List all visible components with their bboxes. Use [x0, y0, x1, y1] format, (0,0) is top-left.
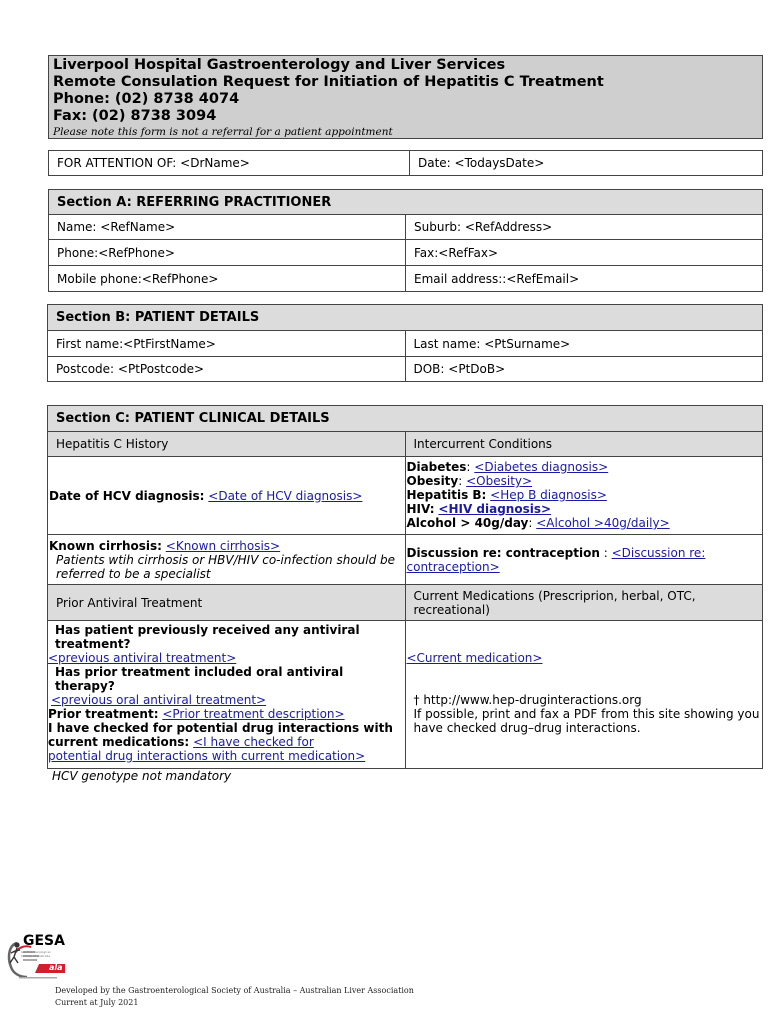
previous-treatment-link[interactable]: <previous antiviral treatment>: [48, 651, 237, 665]
ref-name-field[interactable]: Name: <RefName>: [49, 215, 406, 240]
fax-number: Fax: (02) 8738 3094: [53, 108, 217, 124]
section-b-title: Section B: PATIENT DETAILS: [48, 305, 763, 331]
obesity-label: Obesity: [406, 474, 459, 488]
oral-therapy-link[interactable]: <previous oral antiviral treatment>: [51, 693, 267, 707]
hepb-link[interactable]: <Hep B diagnosis>: [490, 488, 607, 502]
pt-first-name-field[interactable]: First name:<PtFirstName>: [48, 331, 406, 357]
prior-treatment-label: Prior treatment:: [48, 707, 159, 721]
footer: [55, 985, 414, 1009]
logo-badge: ala: [49, 963, 63, 972]
obesity-link[interactable]: <Obesity>: [466, 474, 533, 488]
date-field[interactable]: Date: <TodaysDate>: [410, 151, 763, 176]
section-a-table: [48, 189, 763, 292]
drug-check-link[interactable]: <I have checked for: [193, 735, 314, 749]
prior-treatment-cell: [48, 621, 406, 769]
diabetes-label: Diabetes: [406, 460, 467, 474]
hcv-diagnosis-label: Date of HCV diagnosis:: [49, 488, 205, 503]
ref-phone-field[interactable]: Phone:<RefPhone>: [49, 240, 406, 266]
diabetes-link[interactable]: <Diabetes diagnosis>: [474, 460, 609, 474]
footer-current-date: Current at July 2021: [55, 998, 139, 1007]
current-meds-cell: [405, 621, 763, 769]
q-previous-treatment: Has patient previously received any antiviral treatment?: [55, 623, 360, 651]
drug-interactions-url: † http://www.hep-druginteractions.org: [413, 693, 642, 707]
footer-developed-by: Developed by the Gastroenterological Society of Australia – Australian Liver Association: [55, 986, 414, 995]
prior-antiviral-header: Prior Antiviral Treatment: [48, 585, 406, 621]
hiv-label: HIV:: [406, 502, 435, 516]
gesa-logo: [5, 933, 70, 983]
section-c-table: [47, 405, 763, 769]
section-c-title: Section C: PATIENT CLINICAL DETAILS: [48, 406, 763, 432]
section-b-table: [47, 304, 763, 382]
genotype-note: HCV genotype not mandatory: [52, 769, 232, 783]
ref-email-field[interactable]: Email address::<RefEmail>: [406, 266, 763, 292]
form-title: Remote Consulation Request for Initiation of Hepatitis C Treatment: [53, 74, 604, 90]
current-meds-link[interactable]: <Current medication>: [406, 651, 543, 665]
drug-check-link-cont[interactable]: potential drug interactions with current medication>: [48, 749, 366, 763]
drug-check-label: I have checked for potential drug interactions with current medications:: [48, 721, 393, 749]
ref-suburb-field[interactable]: Suburb: <RefAddress>: [406, 215, 763, 240]
hcv-diagnosis-link[interactable]: <Date of HCV diagnosis>: [208, 488, 363, 503]
contraception-label: Discussion re: contraception: [406, 545, 600, 560]
logo-text: GESA: [23, 933, 65, 949]
pt-dob-field[interactable]: DOB: <PtDoB>: [405, 357, 763, 382]
ref-fax-field[interactable]: Fax:<RefFax>: [406, 240, 763, 266]
q-oral-therapy: Has prior treatment included oral antiviral therapy?: [55, 665, 344, 693]
hepb-label: Hepatitis B:: [406, 488, 487, 502]
hospital-name: Liverpool Hospital Gastroenterology and Liver Services: [53, 57, 506, 73]
section-a-title: Section A: REFERRING PRACTITIONER: [49, 190, 763, 215]
header-note: Please note this form is not a referral for a patient appointment: [53, 126, 393, 138]
contraception-link[interactable]: <Discussion re:: [611, 545, 706, 560]
cirrhosis-link[interactable]: <Known cirrhosis>: [165, 538, 281, 553]
hcv-diagnosis-cell: [48, 457, 406, 535]
ref-mobile-field[interactable]: Mobile phone:<RefPhone>: [49, 266, 406, 292]
cirrhosis-cell: [48, 535, 406, 585]
attention-table: [48, 150, 763, 176]
current-meds-header: Current Medications (Prescriprion, herbal, OTC, recreational): [405, 585, 763, 621]
intercurrent-header: Intercurrent Conditions: [405, 432, 763, 457]
drug-interactions-note: If possible, print and fax a PDF from this site showing you have checked drug–drug interactions.: [413, 707, 760, 735]
hep-c-history-header: Hepatitis C History: [48, 432, 406, 457]
prior-treatment-link[interactable]: <Prior treatment description>: [162, 707, 345, 721]
alcohol-label: Alcohol > 40g/day: [406, 516, 529, 530]
contraception-link-cont[interactable]: contraception>: [406, 559, 500, 574]
pt-postcode-field[interactable]: Postcode: <PtPostcode>: [48, 357, 406, 382]
cirrhosis-label: Known cirrhosis:: [49, 538, 162, 553]
intercurrent-cell: Diabetes: <Diabetes diagnosis> Obesity: <Obesity> Hepatitis B: <Hep B diagnosis> HIV: <HIV diagnosis> Alcohol > 40g/day: <Alcohol >40g/daily>: [405, 457, 763, 535]
alcohol-link[interactable]: <Alcohol >40g/daily>: [536, 516, 670, 530]
cirrhosis-note: Patients wtih cirrhosis or HBV/HIV co-infection should be referred to be a specialist: [56, 552, 396, 581]
hiv-link[interactable]: <HIV diagnosis>: [438, 502, 552, 516]
contraception-cell: Discussion re: contraception : <Discussion re: contraception>: [405, 535, 763, 585]
form-header: [48, 55, 763, 139]
pt-last-name-field[interactable]: Last name: <PtSurname>: [405, 331, 763, 357]
attention-field[interactable]: FOR ATTENTION OF: <DrName>: [49, 151, 410, 176]
phone-number: Phone: (02) 8738 4074: [53, 91, 240, 107]
logo-subtext: Gastroenterological Society of Australia: [21, 950, 51, 958]
